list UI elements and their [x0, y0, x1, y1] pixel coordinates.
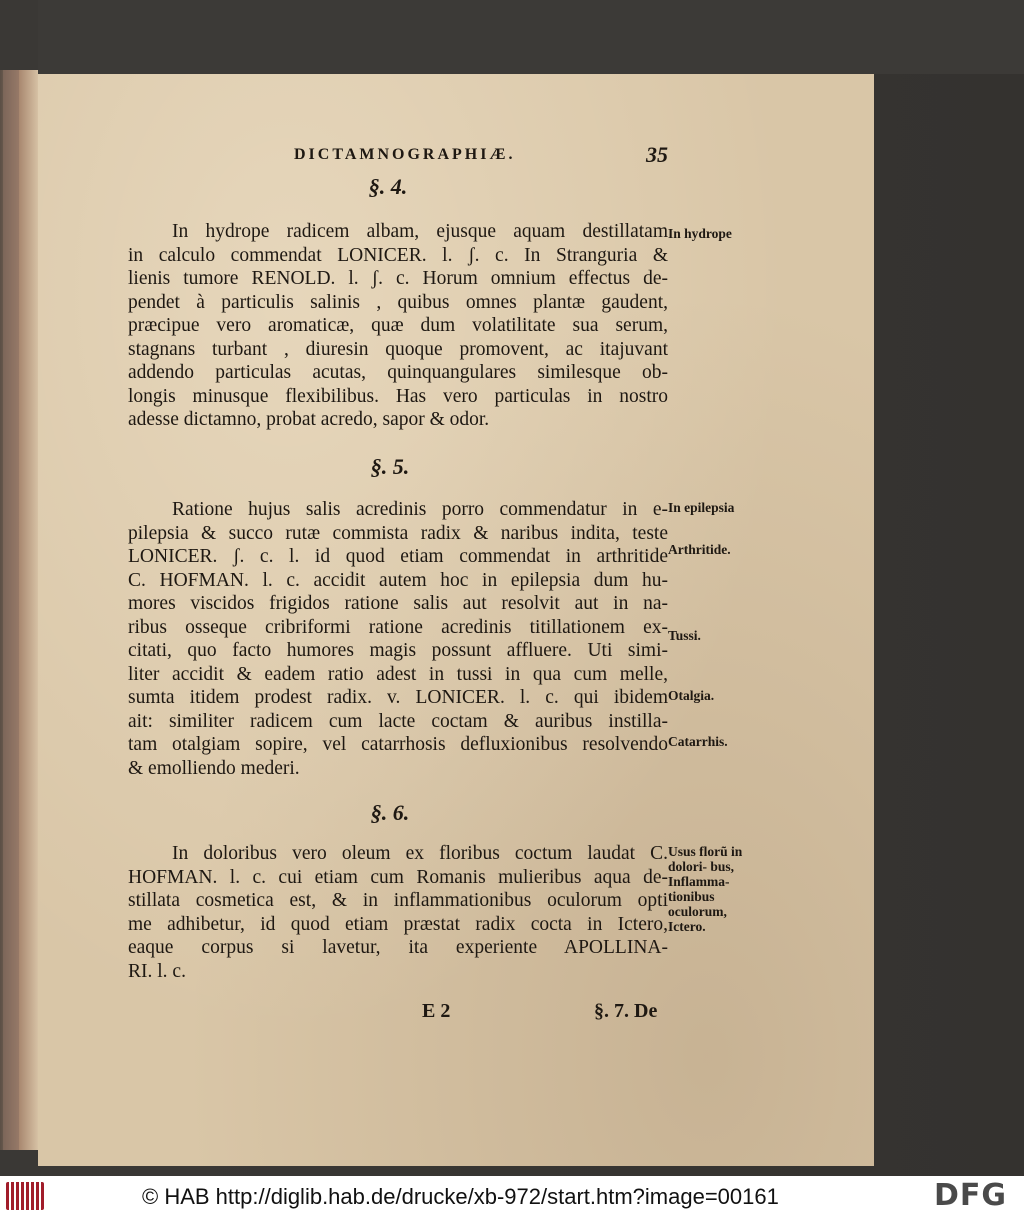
- margin-note: Otalgia.: [668, 688, 715, 703]
- text-line: stagnans turbant , diuresin quoque promovent, ac itajuvant: [128, 338, 668, 360]
- margin-note: In epilepsia: [668, 500, 735, 515]
- margin-note: Arthritide.: [668, 542, 731, 557]
- margin-note: Usus florũ in dolori- bus, Inflamma- tionibus oculorum, Ictero.: [668, 844, 743, 934]
- text-line: ait: similiter radicem cum lacte coctam & auribus instilla-: [128, 710, 668, 732]
- page-number: 35: [646, 142, 668, 167]
- book-page: [38, 74, 874, 1166]
- section-heading-6: §. 6.: [370, 800, 410, 825]
- text-line: in calculo commendat LONICER. l. ʃ. c. In Stranguria &: [128, 244, 668, 266]
- margin-note: Tussi.: [668, 628, 701, 643]
- text-line: longis minusque flexibilibus. Has vero particulas in nostro: [128, 385, 668, 407]
- running-title: DICTAMNOGRAPHIÆ.: [294, 146, 516, 163]
- text-line: liter accidit & eadem ratio adest in tussi in qua cum melle,: [128, 663, 668, 685]
- text-line: adesse dictamno, probat acredo, sapor & odor.: [128, 409, 490, 430]
- text-line: C. HOFMAN. l. c. accidit autem hoc in epilepsia dum hu-: [128, 569, 668, 591]
- margin-note: In hydrope: [668, 226, 732, 241]
- text-line: In doloribus vero oleum ex floribus coctum laudat C.: [172, 843, 668, 864]
- dfg-logo[interactable]: DFG: [934, 1178, 1008, 1213]
- text-line: mores viscidos frigidos ratione salis aut resolvit aut in na-: [128, 593, 668, 614]
- text-line: lienis tumore RENOLD. l. ʃ. c. Horum omnium effectus de-: [128, 268, 668, 289]
- catchword: §. 7. De: [594, 1000, 658, 1022]
- text-line: ribus osseque cribriformi ratione acredinis titillationem ex-: [128, 616, 668, 638]
- section-heading-5: §. 5.: [370, 454, 410, 479]
- section-heading-4: §. 4.: [368, 174, 408, 199]
- text-line: RI. l. c.: [128, 960, 186, 982]
- text-line: me adhibetur, id quod etiam præstat radix cocta in Ictero,: [128, 913, 668, 935]
- text-line: pilepsia & succo rutæ commista radix & naribus indita, teste: [128, 522, 668, 544]
- footer-bar: [0, 1176, 1024, 1216]
- text-line: stillata cosmetica est, & in inflammationibus oculorum opti: [128, 890, 668, 911]
- text-line: tam otalgiam sopire, vel catarrhosis defluxionibus resolvendo: [128, 734, 668, 755]
- text-line: In hydrope radicem albam, ejusque aquam destillatam: [172, 221, 668, 242]
- text-line: citati, quo facto humores magis possunt affluere. Uti simi-: [128, 640, 668, 661]
- text-line: & emolliendo mederi.: [128, 757, 300, 779]
- book-spine-edge: [0, 70, 38, 1150]
- paragraph-section-4: [128, 220, 668, 432]
- scan-background-top: [38, 0, 1024, 74]
- text-line: Ratione hujus salis acredinis porro commendatur in e-: [172, 499, 668, 520]
- page-signature: E 2: [422, 1000, 451, 1022]
- text-line: eaque corpus si lavetur, ita experiente APOLLINA-: [128, 937, 668, 958]
- text-line: HOFMAN. l. c. cui etiam cum Romanis mulieribus aqua de-: [128, 866, 668, 888]
- text-line: præcipue vero aromaticæ, quæ dum volatilitate sua serum,: [128, 315, 668, 336]
- text-line: sumta itidem prodest radix. v. LONICER. l. c. qui ibidem: [128, 687, 668, 708]
- text-line: addendo particulas acutas, quinquangulares similesque ob-: [128, 362, 668, 383]
- paragraph-section-6: [128, 842, 668, 983]
- paragraph-section-5: [128, 498, 668, 780]
- margin-note: Catarrhis.: [668, 734, 728, 749]
- text-line: pendet à particulis salinis , quibus omnes plantæ gaudent,: [128, 291, 668, 313]
- copyright-link[interactable]: © HAB http://diglib.hab.de/drucke/xb-972/start.htm?image=00161: [142, 1184, 779, 1209]
- text-line: LONICER. ʃ. c. l. id quod etiam commendat in arthritide: [128, 546, 668, 567]
- hab-logo-icon[interactable]: [6, 1182, 44, 1210]
- page-header: [294, 142, 694, 172]
